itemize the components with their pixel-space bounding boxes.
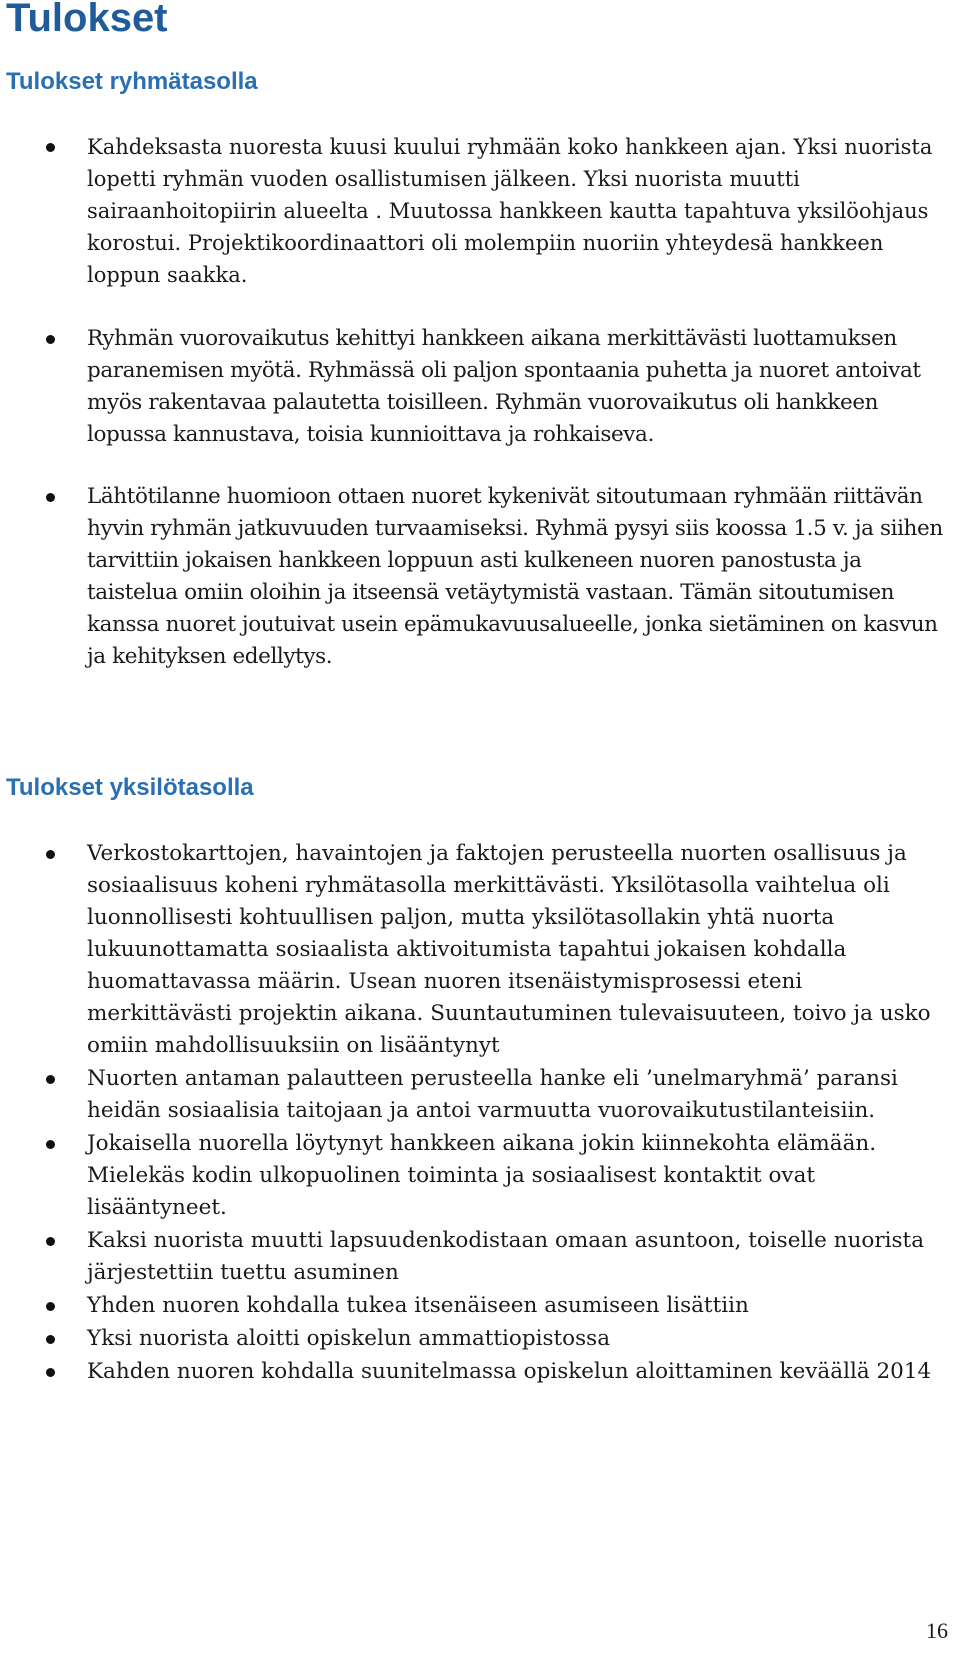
list-item: [0, 1356, 960, 1388]
bullet-icon: [46, 850, 55, 859]
list-item-text: Kahden nuoren kohdalla suunitelmassa opiskelun aloittaminen keväällä 2014: [87, 1359, 932, 1384]
bullet-icon: [46, 1237, 55, 1246]
list-item-text: Nuorten antaman palautteen perusteella hanke eli ’unelmaryhmä’ paransi heidän sosiaalisia taitojaan ja antoi varmuutta vuorovaikutustilanteisiin.: [87, 1066, 898, 1123]
list-item: [0, 481, 960, 673]
list-item: [0, 838, 960, 1062]
bullet-icon: [46, 493, 55, 502]
section-heading-individual: Tulokset yksilötasolla: [6, 774, 254, 801]
bullet-icon: [46, 1302, 55, 1311]
list-item: [0, 1128, 960, 1224]
page-title: Tulokset: [6, 0, 168, 40]
list-item-text: Kaksi nuorista muutti lapsuudenkodistaan omaan asuntoon, toiselle nuorista järjestettiin tuettu asuminen: [87, 1228, 925, 1285]
list-item: [0, 1290, 960, 1322]
list-item: [0, 131, 960, 291]
list-item-text: Yksi nuorista aloitti opiskelun ammattiopistossa: [87, 1326, 611, 1351]
bullet-icon: [46, 1368, 55, 1377]
list-item-text: Jokaisella nuorella löytynyt hankkeen aikana jokin kiinnekohta elämään. Mielekäs kodin ulkopuolinen toiminta ja sosiaalisest kontaktit ovat lisääntyneet.: [87, 1131, 877, 1220]
list-item: [0, 1063, 960, 1127]
list-item-text: Ryhmän vuorovaikutus kehittyi hankkeen aikana merkittävästi luottamuksen paranemisen myötä. Ryhmässä oli paljon spontaania puhetta ja nuoret antoivat myös rakentavaa palautetta toisilleen. Ryhmän vuorovaikutus oli hankkeen lopussa kannustava, toisia kunnioittava ja rohkaiseva.: [87, 326, 921, 447]
bullet-icon: [46, 1075, 55, 1084]
bullet-icon: [46, 143, 55, 152]
list-item: [0, 1225, 960, 1289]
list-item-text: Kahdeksasta nuoresta kuusi kuului ryhmään koko hankkeen ajan. Yksi nuorista lopetti ryhmän vuoden osallistumisen jälkeen. Yksi nuorista muutti sairaanhoitopiirin alueelta . Muutossa hankkeen kautta tapahtuva yksilöohjaus korostui. Projektikoordinaattori oli molempiin nuoriin yhteydesä hankkeen loppun saakka.: [87, 135, 933, 287]
individual-results-list: [0, 838, 960, 1389]
page-number: 16: [926, 1618, 948, 1643]
bullet-icon: [46, 1335, 55, 1344]
section-heading-group: Tulokset ryhmätasolla: [6, 68, 258, 95]
list-item: [0, 1323, 960, 1355]
list-item: [0, 323, 960, 451]
list-item-text: Yhden nuoren kohdalla tukea itsenäiseen asumiseen lisättiin: [87, 1293, 749, 1318]
list-item-text: Verkostokarttojen, havaintojen ja faktojen perusteella nuorten osallisuus ja sosiaalisuus koheni ryhmätasolla merkittävästi. Yksilötasolla vaihtelua oli luonnollisesti kohtuullisen paljon, mutta yksilötasollakin yhtä nuorta lukuunottamatta sosiaalista aktivoitumista tapahtui jokaisen kohdalla huomattavassa määrin. Usean nuoren itsenäistymisprosessi eteni merkittävästi projektin aikana. Suuntautuminen tulevaisuuteen, toivo ja usko omiin mahdollisuuksiin on lisääntynyt: [87, 841, 931, 1058]
list-item-text: Lähtötilanne huomioon ottaen nuoret kykenivät sitoutumaan ryhmään riittävän hyvin ryhmän jatkuvuuden turvaamiseksi. Ryhmä pysyi siis koossa 1.5 v. ja siihen tarvittiin jokaisen hankkeen loppuun asti kulkeneen nuoren panostusta ja taistelua omiin oloihin ja itseensä vetäytymistä vastaan. Tämän sitoutumisen kanssa nuoret joutuivat usein epämukavuusalueelle, jonka sietäminen on kasvun ja kehityksen edellytys.: [87, 484, 943, 669]
bullet-icon: [46, 335, 55, 344]
bullet-icon: [46, 1140, 55, 1149]
group-results-list: [0, 131, 960, 673]
